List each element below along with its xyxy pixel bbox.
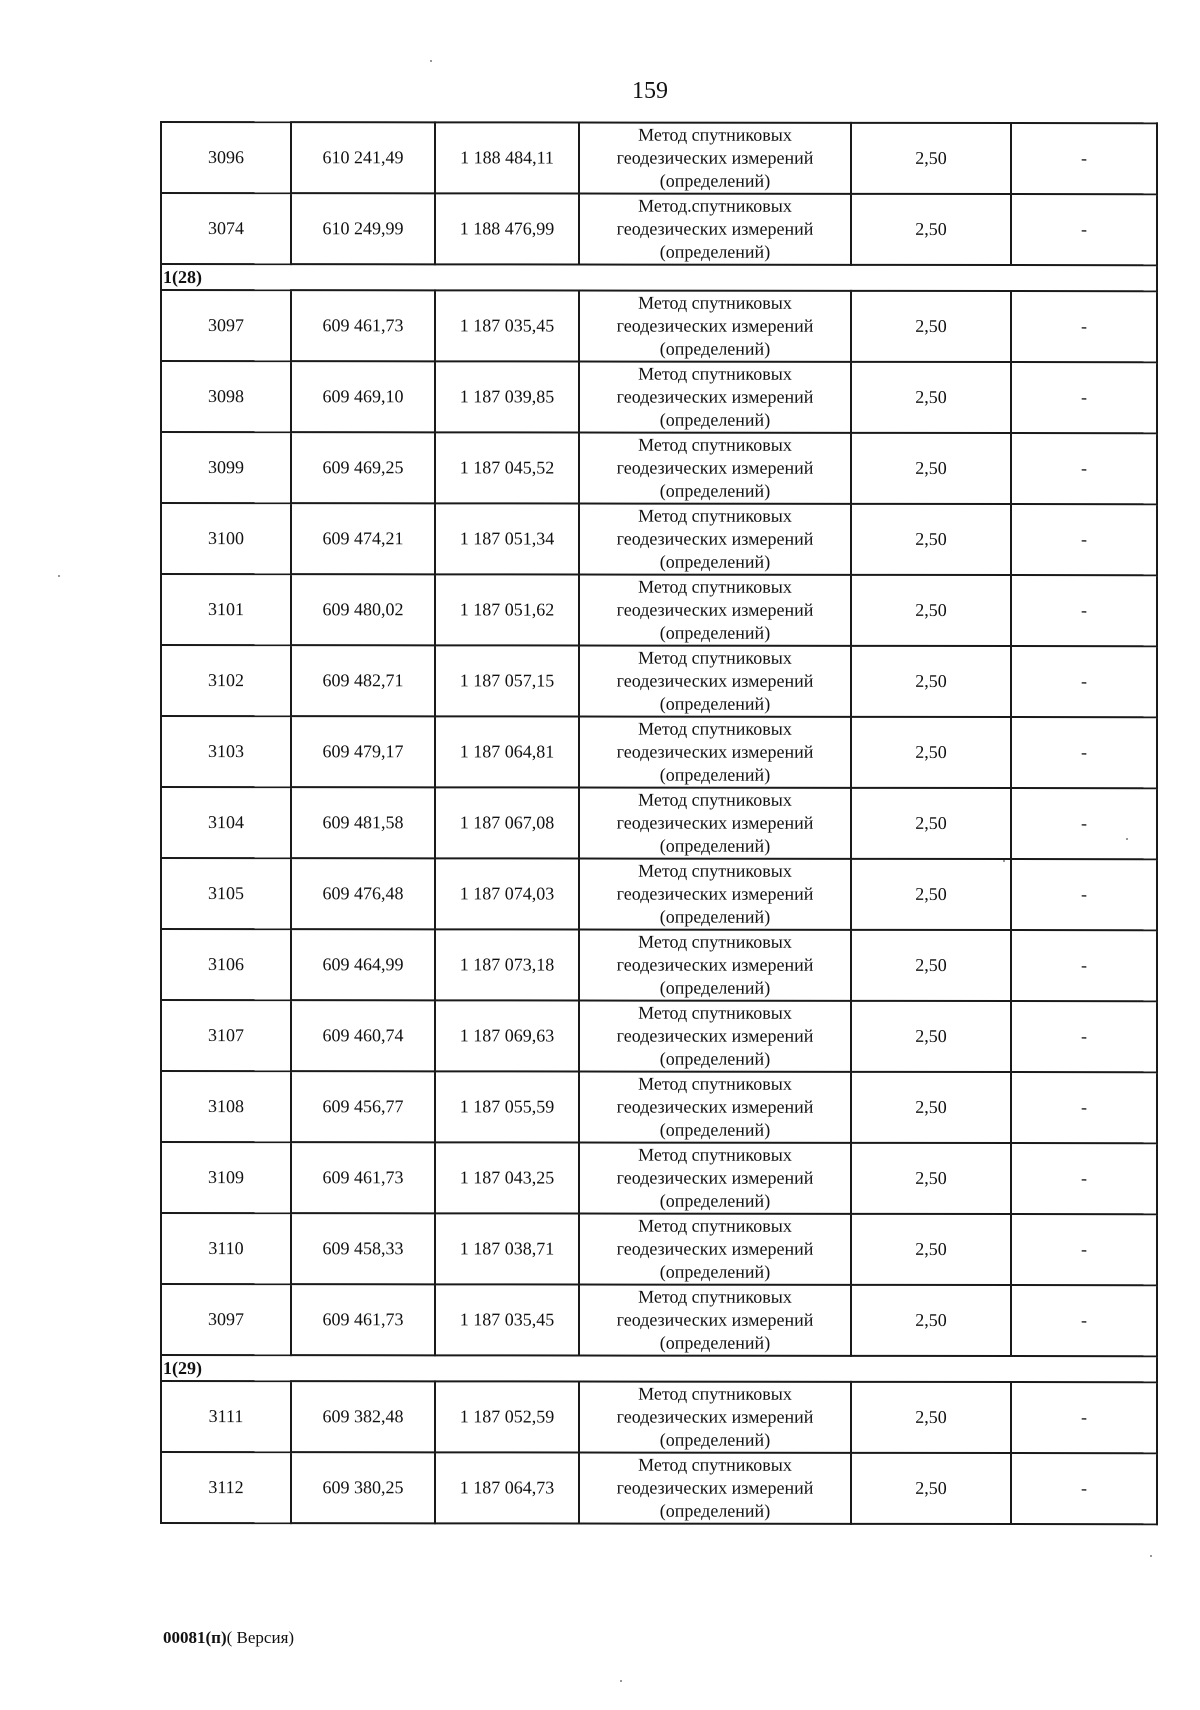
point-id-cell: 3097 bbox=[161, 290, 291, 361]
method-cell bbox=[579, 433, 851, 504]
x-coordinate-cell: 609 479,17 bbox=[291, 716, 435, 787]
method-cell bbox=[579, 1382, 851, 1453]
method-line: Метод спутниковых bbox=[638, 576, 792, 597]
table-row bbox=[161, 432, 1157, 504]
y-coordinate-cell: 1 188 476,99 bbox=[435, 193, 579, 264]
table-row bbox=[161, 122, 1157, 194]
accuracy-cell: 2,50 bbox=[851, 433, 1011, 504]
method-cell bbox=[579, 1453, 851, 1524]
point-id-cell: 3097 bbox=[161, 1284, 291, 1355]
page-number: 159 bbox=[632, 78, 668, 104]
method-line: (определений) bbox=[659, 835, 771, 856]
table-row bbox=[161, 193, 1157, 265]
method-cell bbox=[579, 1072, 851, 1143]
y-coordinate-cell: 1 187 035,45 bbox=[435, 1284, 579, 1355]
method-line: (определений) bbox=[659, 622, 771, 643]
method-cell bbox=[579, 1143, 851, 1214]
method-line: Метод спутниковых bbox=[638, 292, 792, 313]
method-line: Метод спутниковых bbox=[638, 1144, 792, 1165]
note-cell: - bbox=[1011, 930, 1157, 1001]
method-line: Метод спутниковых bbox=[638, 1286, 792, 1307]
method-line: (определений) bbox=[659, 977, 771, 998]
y-coordinate-cell: 1 187 067,08 bbox=[435, 787, 579, 858]
accuracy-cell: 2,50 bbox=[851, 1382, 1011, 1453]
x-coordinate-cell: 609 469,10 bbox=[291, 361, 435, 432]
method-line: геодезических измерений bbox=[616, 954, 814, 975]
table-row bbox=[161, 645, 1157, 717]
method-line: Метод спутниковых bbox=[638, 1383, 792, 1404]
x-coordinate-cell: 610 249,99 bbox=[291, 193, 435, 264]
method-line: Метод спутниковых bbox=[638, 124, 792, 145]
table-row bbox=[161, 1213, 1157, 1285]
y-coordinate-cell: 1 187 055,59 bbox=[435, 1071, 579, 1142]
y-coordinate-cell: 1 187 038,71 bbox=[435, 1213, 579, 1284]
point-id-cell: 3098 bbox=[161, 361, 291, 432]
method-cell bbox=[579, 291, 851, 362]
accuracy-cell: 2,50 bbox=[851, 859, 1011, 930]
point-id-cell: 3105 bbox=[161, 858, 291, 929]
method-line: геодезических измерений bbox=[616, 1025, 814, 1046]
table-row bbox=[161, 1000, 1157, 1072]
note-cell: - bbox=[1011, 1143, 1157, 1214]
scan-speck bbox=[620, 1680, 622, 1682]
method-line: (определений) bbox=[659, 1190, 771, 1211]
method-line: (определений) bbox=[659, 1429, 771, 1450]
method-line: геодезических измерений bbox=[616, 528, 814, 549]
group-header-row bbox=[161, 264, 1157, 291]
point-id-cell: 3106 bbox=[161, 929, 291, 1000]
method-cell bbox=[579, 504, 851, 575]
method-line: Метод спутниковых bbox=[638, 1454, 792, 1475]
accuracy-cell: 2,50 bbox=[851, 646, 1011, 717]
table-row bbox=[161, 1284, 1157, 1356]
point-id-cell: 3111 bbox=[161, 1381, 291, 1452]
method-cell bbox=[579, 1214, 851, 1285]
note-cell: - bbox=[1011, 1214, 1157, 1285]
method-line: геодезических измерений bbox=[616, 1406, 814, 1427]
point-id-cell: 3101 bbox=[161, 574, 291, 645]
method-line: (определений) bbox=[659, 693, 771, 714]
y-coordinate-cell: 1 187 051,34 bbox=[435, 503, 579, 574]
accuracy-cell: 2,50 bbox=[851, 1143, 1011, 1214]
note-cell: - bbox=[1011, 433, 1157, 504]
accuracy-cell: 2,50 bbox=[851, 717, 1011, 788]
table-row bbox=[161, 787, 1157, 859]
scan-speck bbox=[1003, 860, 1005, 862]
y-coordinate-cell: 1 187 074,03 bbox=[435, 858, 579, 929]
point-id-cell: 3099 bbox=[161, 432, 291, 503]
method-cell bbox=[579, 123, 851, 194]
method-line: (определений) bbox=[659, 1048, 771, 1069]
accuracy-cell: 2,50 bbox=[851, 504, 1011, 575]
method-line: геодезических измерений bbox=[616, 1096, 814, 1117]
x-coordinate-cell: 609 476,48 bbox=[291, 858, 435, 929]
method-cell bbox=[579, 788, 851, 859]
y-coordinate-cell: 1 187 035,45 bbox=[435, 290, 579, 361]
y-coordinate-cell: 1 187 057,15 bbox=[435, 645, 579, 716]
method-line: Метод спутниковых bbox=[638, 931, 792, 952]
scan-speck bbox=[430, 60, 432, 62]
method-cell bbox=[579, 717, 851, 788]
method-line: геодезических измерений bbox=[616, 741, 814, 762]
table-row bbox=[161, 929, 1157, 1001]
note-cell: - bbox=[1011, 1072, 1157, 1143]
y-coordinate-cell: 1 187 069,63 bbox=[435, 1000, 579, 1071]
table-row bbox=[161, 361, 1157, 433]
accuracy-cell: 2,50 bbox=[851, 575, 1011, 646]
x-coordinate-cell: 609 481,58 bbox=[291, 787, 435, 858]
method-line: геодезических измерений bbox=[616, 599, 814, 620]
accuracy-cell: 2,50 bbox=[851, 930, 1011, 1001]
y-coordinate-cell: 1 187 064,81 bbox=[435, 716, 579, 787]
accuracy-cell: 2,50 bbox=[851, 123, 1011, 194]
method-line: геодезических измерений bbox=[616, 147, 814, 168]
note-cell: - bbox=[1011, 859, 1157, 930]
point-id-cell: 3109 bbox=[161, 1142, 291, 1213]
table-row bbox=[161, 1071, 1157, 1143]
point-id-cell: 3108 bbox=[161, 1071, 291, 1142]
method-line: (определений) bbox=[659, 551, 771, 572]
method-cell bbox=[579, 646, 851, 717]
note-cell: - bbox=[1011, 291, 1157, 362]
group-header-row bbox=[161, 1355, 1157, 1382]
method-line: (определений) bbox=[659, 480, 771, 501]
point-id-cell: 3107 bbox=[161, 1000, 291, 1071]
point-id-cell: 3103 bbox=[161, 716, 291, 787]
x-coordinate-cell: 609 461,73 bbox=[291, 1142, 435, 1213]
method-line: Метод спутниковых bbox=[638, 1073, 792, 1094]
y-coordinate-cell: 1 187 073,18 bbox=[435, 929, 579, 1000]
point-id-cell: 3096 bbox=[161, 122, 291, 193]
method-line: (определений) bbox=[659, 1119, 771, 1140]
y-coordinate-cell: 1 188 484,11 bbox=[435, 122, 579, 193]
note-cell: - bbox=[1011, 575, 1157, 646]
method-cell bbox=[579, 930, 851, 1001]
method-cell bbox=[579, 859, 851, 930]
method-line: геодезических измерений bbox=[616, 883, 814, 904]
method-line: (определений) bbox=[659, 764, 771, 785]
method-line: (определений) bbox=[659, 1500, 771, 1521]
table-row bbox=[161, 1452, 1157, 1524]
accuracy-cell: 2,50 bbox=[851, 1072, 1011, 1143]
method-line: (определений) bbox=[659, 906, 771, 927]
method-line: геодезических измерений bbox=[616, 670, 814, 691]
x-coordinate-cell: 609 469,25 bbox=[291, 432, 435, 503]
accuracy-cell: 2,50 bbox=[851, 1453, 1011, 1524]
y-coordinate-cell: 1 187 045,52 bbox=[435, 432, 579, 503]
method-line: геодезических измерений bbox=[616, 1167, 814, 1188]
point-id-cell: 3104 bbox=[161, 787, 291, 858]
method-cell bbox=[579, 194, 851, 265]
y-coordinate-cell: 1 187 064,73 bbox=[435, 1452, 579, 1523]
method-line: геодезических измерений bbox=[616, 218, 814, 239]
scan-speck bbox=[58, 575, 60, 577]
group-label: 1(29) bbox=[161, 1355, 1157, 1382]
note-cell: - bbox=[1011, 646, 1157, 717]
method-cell bbox=[579, 362, 851, 433]
note-cell: - bbox=[1011, 1453, 1157, 1524]
accuracy-cell: 2,50 bbox=[851, 1214, 1011, 1285]
group-label: 1(28) bbox=[161, 264, 1157, 291]
method-line: (определений) bbox=[659, 1261, 771, 1282]
method-line: Метод спутниковых bbox=[638, 647, 792, 668]
method-line: геодезических измерений bbox=[616, 812, 814, 833]
scan-speck bbox=[1126, 838, 1128, 840]
x-coordinate-cell: 609 458,33 bbox=[291, 1213, 435, 1284]
footer-suffix: ( Версия) bbox=[226, 1628, 295, 1647]
method-line: Метод спутниковых bbox=[638, 1215, 792, 1236]
point-id-cell: 3102 bbox=[161, 645, 291, 716]
document-footer bbox=[163, 1628, 294, 1648]
x-coordinate-cell: 609 460,74 bbox=[291, 1000, 435, 1071]
note-cell: - bbox=[1011, 362, 1157, 433]
accuracy-cell: 2,50 bbox=[851, 1285, 1011, 1356]
method-line: Метод.спутниковых bbox=[638, 195, 792, 216]
note-cell: - bbox=[1011, 1001, 1157, 1072]
method-line: (определений) bbox=[659, 1332, 771, 1353]
table-row bbox=[161, 1142, 1157, 1214]
y-coordinate-cell: 1 187 052,59 bbox=[435, 1381, 579, 1452]
method-line: геодезических измерений bbox=[616, 1309, 814, 1330]
point-id-cell: 3112 bbox=[161, 1452, 291, 1523]
x-coordinate-cell: 609 474,21 bbox=[291, 503, 435, 574]
coordinates-table bbox=[160, 121, 1158, 1525]
method-line: Метод спутниковых bbox=[638, 718, 792, 739]
table-row bbox=[161, 574, 1157, 646]
x-coordinate-cell: 610 241,49 bbox=[291, 122, 435, 193]
note-cell: - bbox=[1011, 504, 1157, 575]
method-cell bbox=[579, 1285, 851, 1356]
method-cell bbox=[579, 1001, 851, 1072]
note-cell: - bbox=[1011, 123, 1157, 194]
x-coordinate-cell: 609 464,99 bbox=[291, 929, 435, 1000]
note-cell: - bbox=[1011, 194, 1157, 265]
method-line: Метод спутниковых bbox=[638, 1002, 792, 1023]
method-line: геодезических измерений bbox=[616, 315, 814, 336]
x-coordinate-cell: 609 482,71 bbox=[291, 645, 435, 716]
table-row bbox=[161, 716, 1157, 788]
point-id-cell: 3074 bbox=[161, 193, 291, 264]
y-coordinate-cell: 1 187 043,25 bbox=[435, 1142, 579, 1213]
method-line: геодезических измерений bbox=[616, 386, 814, 407]
coordinates-table-wrapper bbox=[160, 121, 1156, 1525]
method-line: Метод спутниковых bbox=[638, 505, 792, 526]
method-line: геодезических измерений bbox=[616, 457, 814, 478]
table-row bbox=[161, 1381, 1157, 1453]
x-coordinate-cell: 609 461,73 bbox=[291, 290, 435, 361]
method-cell bbox=[579, 575, 851, 646]
x-coordinate-cell: 609 480,02 bbox=[291, 574, 435, 645]
method-line: Метод спутниковых bbox=[638, 363, 792, 384]
coordinates-table-body bbox=[161, 122, 1157, 1524]
method-line: Метод спутниковых bbox=[638, 789, 792, 810]
table-row bbox=[161, 858, 1157, 930]
note-cell: - bbox=[1011, 1285, 1157, 1356]
table-row bbox=[161, 290, 1157, 362]
accuracy-cell: 2,50 bbox=[851, 1001, 1011, 1072]
accuracy-cell: 2,50 bbox=[851, 194, 1011, 265]
point-id-cell: 3110 bbox=[161, 1213, 291, 1284]
note-cell: - bbox=[1011, 1382, 1157, 1453]
method-line: (определений) bbox=[659, 409, 771, 430]
method-line: Метод спутниковых bbox=[638, 434, 792, 455]
method-line: (определений) bbox=[659, 241, 771, 262]
point-id-cell: 3100 bbox=[161, 503, 291, 574]
scan-speck bbox=[1150, 1555, 1152, 1557]
note-cell: - bbox=[1011, 717, 1157, 788]
accuracy-cell: 2,50 bbox=[851, 788, 1011, 859]
method-line: (определений) bbox=[659, 170, 771, 191]
accuracy-cell: 2,50 bbox=[851, 362, 1011, 433]
x-coordinate-cell: 609 380,25 bbox=[291, 1452, 435, 1523]
accuracy-cell: 2,50 bbox=[851, 291, 1011, 362]
y-coordinate-cell: 1 187 051,62 bbox=[435, 574, 579, 645]
x-coordinate-cell: 609 456,77 bbox=[291, 1071, 435, 1142]
x-coordinate-cell: 609 382,48 bbox=[291, 1381, 435, 1452]
table-row bbox=[161, 503, 1157, 575]
x-coordinate-cell: 609 461,73 bbox=[291, 1284, 435, 1355]
method-line: геодезических измерений bbox=[616, 1238, 814, 1259]
method-line: геодезических измерений bbox=[616, 1477, 814, 1498]
method-line: (определений) bbox=[659, 338, 771, 359]
note-cell: - bbox=[1011, 788, 1157, 859]
method-line: Метод спутниковых bbox=[638, 860, 792, 881]
y-coordinate-cell: 1 187 039,85 bbox=[435, 361, 579, 432]
footer-code: 00081(п) bbox=[163, 1628, 227, 1647]
